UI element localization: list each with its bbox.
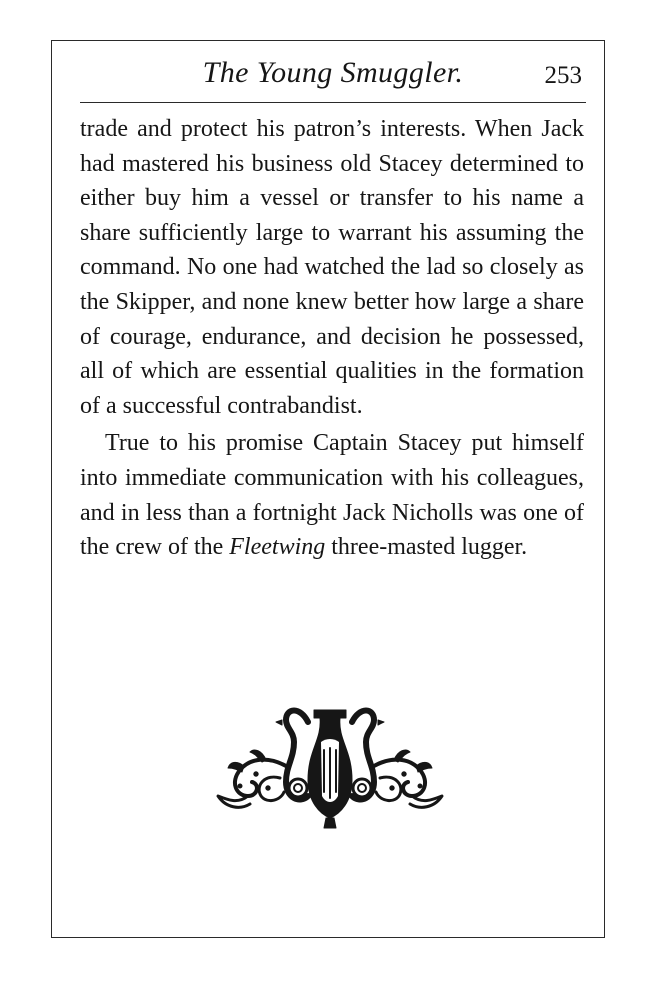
header-rule [80, 102, 586, 103]
seahorse-urn-tailpiece-icon [210, 700, 450, 840]
page-number: 253 [544, 62, 582, 89]
paragraph-2-text: True to his promise Captain Stacey put himself into immediate communication with his colleagues, and in less than a fortnight Jack Nicholls was one of the crew of the [80, 430, 584, 561]
ship-name: Fleetwing [229, 534, 326, 561]
running-head [80, 56, 586, 100]
paragraph-2-ending: three-masted lugger. [331, 534, 528, 561]
paragraph-1: trade and protect his patron’s interests. When Jack had mastered his business old Stacey determined to either buy him a vessel or transfer to his name a share sufficiently large to warrant his assuming the command. No one had watched the lad so closely as the Skipper, and none knew better how large a share of courage, endurance, and decision he possessed, all of which are essential qualities in the formation of a successful contrabandist. [80, 116, 584, 419]
paragraph-2 [80, 426, 584, 564]
running-title: The Young Smuggler. [202, 56, 464, 89]
body-text [80, 112, 584, 565]
